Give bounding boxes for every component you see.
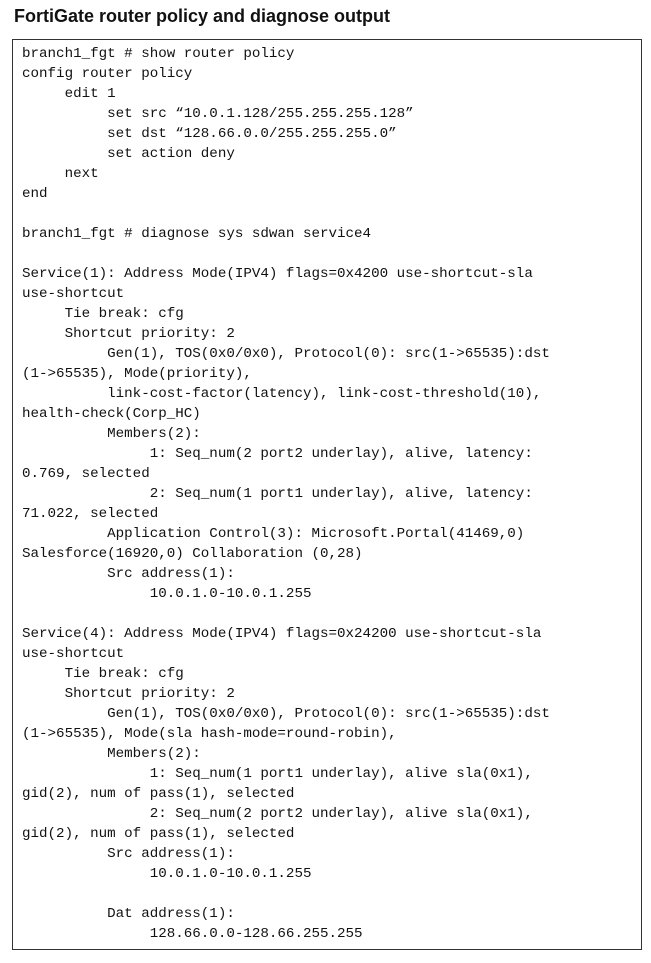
- console-line: use-shortcut: [22, 286, 125, 302]
- console-line: 71.022, selected: [22, 506, 159, 522]
- console-line: gid(2), num of pass(1), selected: [22, 786, 295, 802]
- console-line: Salesforce(16920,0) Collaboration (0,28): [22, 546, 363, 562]
- console-line: Src address(1):: [22, 846, 235, 862]
- console-line: Gen(1), TOS(0x0/0x0), Protocol(0): src(1->65535):dst: [22, 706, 550, 722]
- console-line: Tie break: cfg: [22, 666, 184, 682]
- console-line: Application Control(3): Microsoft.Portal(41469,0): [22, 526, 525, 542]
- console-line: Dat address(1):: [22, 906, 235, 922]
- console-line: Tie break: cfg: [22, 306, 184, 322]
- console-line: gid(2), num of pass(1), selected: [22, 826, 295, 842]
- console-line: Service(4): Address Mode(IPV4) flags=0x24200 use-shortcut-sla: [22, 626, 542, 642]
- console-line: Shortcut priority: 2: [22, 326, 235, 342]
- console-line: (1->65535), Mode(priority),: [22, 366, 252, 382]
- console-line: set src “10.0.1.128/255.255.255.128”: [22, 106, 414, 122]
- console-line: 10.0.1.0-10.0.1.255: [22, 586, 312, 602]
- console-line: 1: Seq_num(1 port1 underlay), alive sla(0x1),: [22, 766, 533, 782]
- console-line: [22, 244, 550, 264]
- console-line: 128.66.0.0-128.66.255.255: [22, 926, 363, 942]
- console-line: Service(1): Address Mode(IPV4) flags=0x4200 use-shortcut-sla: [22, 266, 533, 282]
- console-line: Members(2):: [22, 746, 201, 762]
- page-title: FortiGate router policy and diagnose output: [14, 6, 391, 26]
- console-line: 2: Seq_num(2 port2 underlay), alive sla(0x1),: [22, 806, 533, 822]
- console-line: [22, 604, 550, 624]
- console-line: Members(2):: [22, 426, 201, 442]
- console-line: Shortcut priority: 2: [22, 686, 235, 702]
- console-line: edit 1: [22, 86, 116, 102]
- console-line: Gen(1), TOS(0x0/0x0), Protocol(0): src(1->65535):dst: [22, 346, 550, 362]
- console-line: 0.769, selected: [22, 466, 150, 482]
- console-line: use-shortcut: [22, 646, 125, 662]
- console-line: config router policy: [22, 66, 193, 82]
- console-line: [22, 204, 550, 224]
- console-line: set action deny: [22, 146, 235, 162]
- console-line: end: [22, 186, 48, 202]
- console-line: 10.0.1.0-10.0.1.255: [22, 866, 312, 882]
- console-line: Src address(1):: [22, 566, 235, 582]
- console-line: branch1_fgt # show router policy: [22, 46, 295, 62]
- console-line: branch1_fgt # diagnose sys sdwan service4: [22, 226, 372, 242]
- console-line: set dst “128.66.0.0/255.255.255.0”: [22, 126, 397, 142]
- console-line: next: [22, 166, 99, 182]
- console-output-box: [12, 39, 642, 950]
- console-line: (1->65535), Mode(sla hash-mode=round-robin),: [22, 726, 397, 742]
- console-line: 1: Seq_num(2 port2 underlay), alive, latency:: [22, 446, 533, 462]
- console-line: [22, 884, 550, 904]
- console-line: health-check(Corp_HC): [22, 406, 201, 422]
- console-line: link-cost-factor(latency), link-cost-threshold(10),: [22, 386, 542, 402]
- console-output-lines: [22, 44, 550, 944]
- console-line: 2: Seq_num(1 port1 underlay), alive, latency:: [22, 486, 533, 502]
